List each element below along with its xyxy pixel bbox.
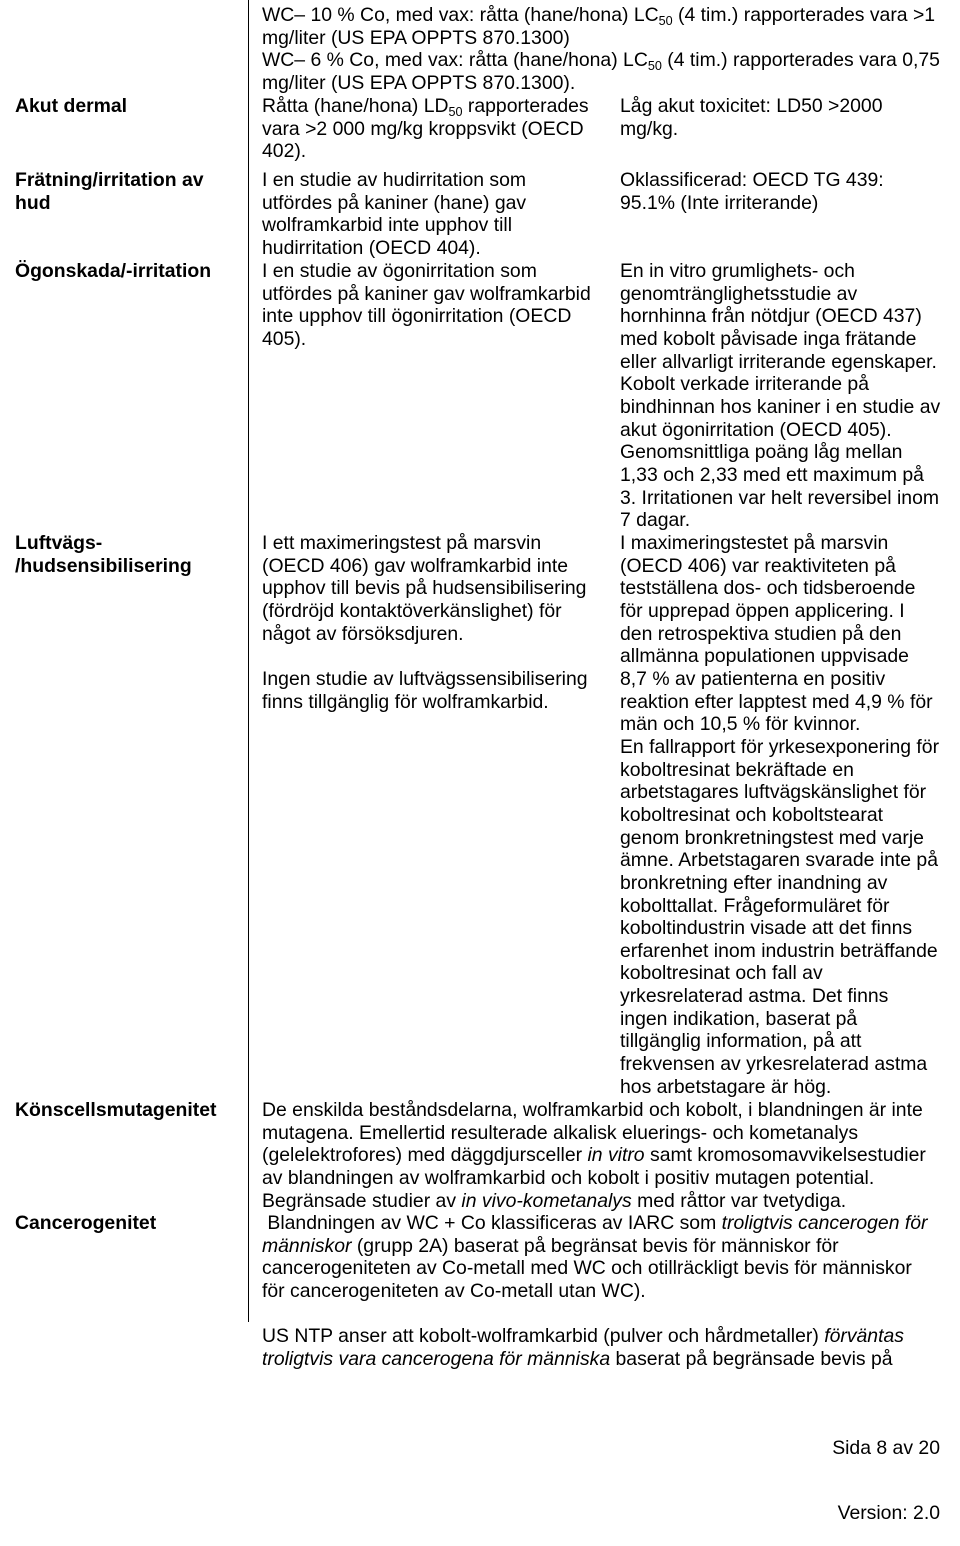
text-line: hudirritation (OECD 404). [262, 236, 481, 259]
subscript: 50 [448, 104, 463, 119]
document-version: Version: 2.0 [837, 1502, 940, 1524]
text-line: Ögonskada/-irritation [15, 260, 212, 282]
text-line: finns tillgänglig för wolframkarbid. [262, 690, 549, 713]
text-line: wolframkarbid inte upphov till [262, 214, 513, 237]
text-line: I maximeringstestet på marsvin [620, 532, 889, 554]
text-line: akut ögonirritation (OECD 405). [620, 418, 892, 441]
text-line: bronkretning efter inandning av [620, 871, 888, 894]
text-line: Luftvägs- [15, 532, 103, 554]
text-line: ingen indikation, baserat på [620, 1007, 858, 1030]
text-line: 8,7 % av patienterna en positiv [620, 667, 886, 690]
text-run: samt kromosomavvikelsestudier [644, 1144, 926, 1167]
text-line: De enskilda beståndsdelarna, wolframkarbid och kobolt, i blandningen är inte [262, 1099, 923, 1121]
text-line: utfördes på kaniner gav wolframkarbid [262, 282, 591, 305]
subscript: 50 [658, 13, 673, 28]
text-line: mg/liter (US EPA OPPTS 870.1300). [262, 71, 576, 94]
text-line: koboltresinat och fall av [620, 962, 823, 985]
text-line: kobolttallat. Frågeformuläret för [620, 894, 890, 917]
text-line [262, 49, 940, 72]
text-run: Blandningen av WC + Co klassificeras av IARC som [262, 1212, 722, 1234]
text-line: I en studie av ögonirritation som [262, 260, 537, 282]
text-line: mg/kg. [620, 117, 679, 140]
text-line: (OECD 406) var reaktiviteten på [620, 554, 896, 577]
text-line: eller allvarligt irriterande egenskaper. [620, 350, 937, 373]
eye-irritation-study [262, 260, 591, 351]
text-line: Ingen studie av luftvägssensibilisering [262, 668, 588, 690]
text-line: hud [15, 191, 51, 214]
text-run: (gelelektrofores) med däggdjursceller [262, 1144, 588, 1167]
text-line: I en studie av hudirritation som [262, 169, 527, 191]
inhalation-toxicity-results [262, 4, 940, 95]
text-line: 3. Irritationen var helt reversibel inom [620, 486, 940, 509]
text-line: upphov till bevis på hudsensibilisering [262, 577, 587, 600]
text-line: inte upphov till ögonirritation (OECD [262, 305, 572, 328]
sensitisation-conclusion [620, 532, 939, 1098]
label-acute-dermal [15, 95, 127, 118]
label-carcinogenicity [15, 1212, 156, 1235]
respiratory-sensitisation-note [262, 668, 588, 713]
text-line: något av försöksdjuren. [262, 622, 464, 645]
text-line [262, 1144, 926, 1167]
text-line: av blandningen av wolframkarbid och kobolt i positiv mutagen potential. [262, 1166, 875, 1189]
text-line: mg/liter (US EPA OPPTS 870.1300) [262, 26, 570, 49]
text-line: hornhinna från nötdjur (OECD 437) [620, 305, 922, 328]
column-divider [248, 0, 249, 1322]
text-line: /hudsensibilisering [15, 554, 192, 577]
text-line: 7 dagar. [620, 509, 691, 532]
text-line: En in vitro grumlighets- och [620, 260, 855, 282]
skin-irritation-study [262, 169, 526, 260]
text-line: frekvensen av yrkesrelaterad astma [620, 1053, 928, 1076]
italic-text: troligtvis vara cancerogena för människa [262, 1347, 611, 1370]
text-run: WC– 10 % Co, med vax: råtta (hane/hona) LC [262, 4, 659, 26]
text-run: WC– 6 % Co, med vax: råtta (hane/hona) LC [262, 49, 648, 72]
text-line: cancerogeniteten av Co-metall med WC och otillräckligt bevis för människor [262, 1257, 912, 1280]
skin-irritation-conclusion [620, 169, 884, 214]
text-line [262, 1190, 926, 1213]
text-line: för cancerogeniteten av Co-metall utan WC). [262, 1279, 646, 1302]
label-germ-cell-mutagenicity [15, 1099, 217, 1122]
iarc-carcinogenicity-text [262, 1212, 928, 1303]
text-line: En fallrapport för yrkesexponering för [620, 735, 940, 758]
text-run: (4 tim.) rapporterades vara >1 [672, 4, 936, 26]
italic-text: in vitro [587, 1144, 645, 1167]
italic-text: in vivo-kometanalys [461, 1189, 632, 1212]
text-line [262, 1235, 928, 1258]
mutagenicity-text [262, 1099, 926, 1212]
text-line [262, 1212, 928, 1235]
text-line: med kobolt påvisade inga frätande [620, 327, 917, 350]
text-line: 402). [262, 140, 307, 163]
text-line [262, 4, 940, 27]
text-line: 405). [262, 327, 307, 350]
page-footer [832, 1393, 940, 1546]
text-run: Råtta (hane/hona) LD [262, 95, 449, 117]
text-line: (OECD 406) gav wolframkarbid inte [262, 554, 569, 577]
text-line: Könscellsmutagenitet [15, 1099, 217, 1121]
text-line: allmänna populationen uppvisade [620, 645, 909, 668]
text-run: (grupp 2A) baserat på begränsat bevis för människor för [351, 1234, 839, 1257]
text-run: rapporterades [462, 95, 589, 117]
text-line: Låg akut toxicitet: LD50 >2000 [620, 95, 883, 117]
text-line: tillgänglig information, på att [620, 1030, 862, 1053]
text-line: genomtränglighetsstudie av [620, 282, 858, 305]
text-line: genom bronkretningstest med varje [620, 826, 924, 849]
text-run: baserat på begränsade bevis på [610, 1347, 893, 1370]
text-line: Oklassificerad: OECD TG 439: [620, 169, 884, 191]
acute-dermal-study [262, 95, 589, 163]
text-line: koboltresinat och koboltstearat [620, 803, 884, 826]
italic-text: troligtvis cancerogen för [721, 1212, 928, 1234]
text-line: vara >2 000 mg/kg kroppsvikt (OECD [262, 117, 584, 140]
eye-irritation-conclusion [620, 260, 940, 532]
page-number: Sida 8 av 20 [832, 1437, 940, 1459]
text-line [262, 1348, 904, 1371]
text-run: US NTP anser att kobolt-wolframkarbid (pulver och hårdmetaller) [262, 1325, 825, 1347]
text-line: män och 10,5 % för kvinnor. [620, 713, 861, 736]
text-line: hos arbetstagare är hög. [620, 1075, 832, 1098]
text-line: reaktion efter lapptest med 4,9 % för [620, 690, 933, 713]
text-line: Genomsnittliga poäng låg mellan [620, 441, 903, 464]
italic-text: människor [262, 1234, 352, 1257]
text-line: 1,33 och 2,33 med ett maximum på [620, 463, 924, 486]
label-sensitisation [15, 532, 192, 577]
text-line: testställena dos- och tidsberoende [620, 577, 916, 600]
text-run: (4 tim.) rapporterades vara 0,75 [661, 49, 940, 72]
text-line: ämne. Arbetstagaren svarade inte på [620, 849, 938, 872]
text-line: för upprepad öppen applicering. I [620, 599, 905, 622]
text-line: erfarenhet inom industrin beträffande [620, 939, 938, 962]
text-line: koboltindustrin visade att det finns [620, 917, 913, 940]
text-line: Kobolt verkade irriterande på [620, 373, 869, 396]
text-line: I ett maximeringstest på marsvin [262, 532, 542, 554]
text-line: mutagena. Emellertid resulterade alkalisk eluerings- och kometanalys [262, 1121, 859, 1144]
text-line: utfördes på kaniner (hane) gav [262, 191, 527, 214]
text-line: 95.1% (Inte irriterande) [620, 191, 819, 214]
italic-text: förväntas [824, 1325, 904, 1347]
text-line: yrkesrelaterad astma. Det finns [620, 985, 889, 1008]
label-eye-irritation [15, 260, 211, 283]
text-line: arbetstagares luftvägskänslighet för [620, 781, 927, 804]
text-run: med råttor var tvetydiga. [631, 1189, 847, 1212]
text-line [262, 1325, 904, 1348]
text-line: Akut dermal [15, 95, 128, 117]
text-line: bindhinnan hos kaniner i en studie av [620, 395, 941, 418]
text-line: (fördröjd kontaktöverkänslighet) för [262, 599, 562, 622]
text-run: Begränsade studier av [262, 1189, 462, 1212]
text-line: Cancerogenitet [15, 1212, 157, 1234]
ntp-carcinogenicity-text [262, 1325, 904, 1370]
text-line: Frätning/irritation av [15, 169, 204, 191]
text-line: koboltresinat bekräftade en [620, 758, 854, 781]
acute-dermal-conclusion [620, 95, 883, 140]
label-skin-irritation [15, 169, 204, 214]
skin-sensitisation-study [262, 532, 586, 645]
subscript: 50 [647, 59, 662, 74]
text-line: den retrospektiva studien på den [620, 622, 902, 645]
text-line [262, 95, 589, 118]
